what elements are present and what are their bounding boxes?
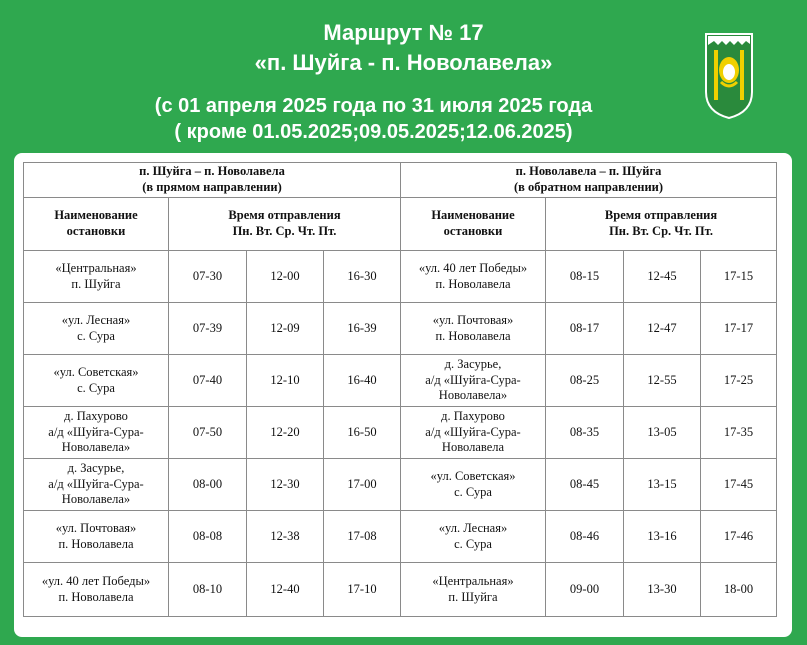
stop-b: д. Пахурово а/д «Шуйга-Сура- Новолавела bbox=[401, 407, 546, 459]
stop-a: «Центральная» п. Шуйга bbox=[24, 251, 169, 303]
forward-time-header: Время отправления Пн. Вт. Ср. Чт. Пт. bbox=[169, 198, 401, 251]
time-b3: 17-45 bbox=[701, 459, 777, 511]
time-a1: 08-10 bbox=[169, 563, 247, 617]
time-b2: 12-45 bbox=[624, 251, 701, 303]
time-a1: 08-08 bbox=[169, 511, 247, 563]
time-a2: 12-00 bbox=[247, 251, 324, 303]
stop-a: д. Пахурово а/д «Шуйга-Сура- Новолавела» bbox=[24, 407, 169, 459]
time-b3: 17-17 bbox=[701, 303, 777, 355]
time-a1: 07-30 bbox=[169, 251, 247, 303]
stop-a: «ул. Лесная» с. Сура bbox=[24, 303, 169, 355]
time-a2: 12-10 bbox=[247, 355, 324, 407]
time-a2: 12-20 bbox=[247, 407, 324, 459]
table-row bbox=[24, 407, 777, 459]
table-row bbox=[24, 355, 777, 407]
time-a3: 16-39 bbox=[324, 303, 401, 355]
table-row bbox=[24, 511, 777, 563]
table-row bbox=[24, 303, 777, 355]
time-b3: 17-25 bbox=[701, 355, 777, 407]
backward-stop-header: Наименование остановки bbox=[401, 198, 546, 251]
time-a2: 12-09 bbox=[247, 303, 324, 355]
table-row bbox=[24, 459, 777, 511]
time-a1: 07-39 bbox=[169, 303, 247, 355]
time-a1: 07-50 bbox=[169, 407, 247, 459]
stop-a: «ул. Советская» с. Сура bbox=[24, 355, 169, 407]
stop-b: «ул. Советская» с. Сура bbox=[401, 459, 546, 511]
time-a3: 16-30 bbox=[324, 251, 401, 303]
table-row bbox=[24, 251, 777, 303]
time-a3: 16-50 bbox=[324, 407, 401, 459]
time-b1: 08-46 bbox=[546, 511, 624, 563]
time-b3: 17-35 bbox=[701, 407, 777, 459]
time-a2: 12-38 bbox=[247, 511, 324, 563]
time-b2: 13-16 bbox=[624, 511, 701, 563]
time-a1: 08-00 bbox=[169, 459, 247, 511]
time-b2: 12-47 bbox=[624, 303, 701, 355]
route-number: Маршрут № 17 bbox=[323, 20, 484, 45]
time-b3: 17-15 bbox=[701, 251, 777, 303]
time-a1: 07-40 bbox=[169, 355, 247, 407]
stop-b: «ул. 40 лет Победы» п. Новолавела bbox=[401, 251, 546, 303]
time-b1: 08-35 bbox=[546, 407, 624, 459]
time-b3: 17-46 bbox=[701, 511, 777, 563]
stop-a: «ул. Почтовая» п. Новолавела bbox=[24, 511, 169, 563]
direction-header-row bbox=[24, 163, 777, 198]
stop-b: «ул. Лесная» с. Сура bbox=[401, 511, 546, 563]
stop-b: «Центральная» п. Шуйга bbox=[401, 563, 546, 617]
column-header-row bbox=[24, 198, 777, 251]
backward-direction: п. Новолавела – п. Шуйга (в обратном направлении) bbox=[401, 163, 777, 198]
time-a2: 12-30 bbox=[247, 459, 324, 511]
time-b2: 13-30 bbox=[624, 563, 701, 617]
forward-stop-header: Наименование остановки bbox=[24, 198, 169, 251]
time-b1: 08-17 bbox=[546, 303, 624, 355]
backward-time-header: Время отправления Пн. Вт. Ср. Чт. Пт. bbox=[546, 198, 777, 251]
route-period: (с 01 апреля 2025 года по 31 июля 2025 года bbox=[154, 95, 593, 117]
time-b1: 09-00 bbox=[546, 563, 624, 617]
time-a3: 17-00 bbox=[324, 459, 401, 511]
route-exceptions: ( кроме 01.05.2025;09.05.2025;12.06.2025) bbox=[174, 121, 573, 143]
time-a3: 16-40 bbox=[324, 355, 401, 407]
stop-a: «ул. 40 лет Победы» п. Новолавела bbox=[24, 563, 169, 617]
time-b2: 13-15 bbox=[624, 459, 701, 511]
time-a2: 12-40 bbox=[247, 563, 324, 617]
time-a3: 17-10 bbox=[324, 563, 401, 617]
stop-b: д. Засурье, а/д «Шуйга-Сура- Новолавела» bbox=[401, 355, 546, 407]
coat-of-arms-icon bbox=[704, 32, 754, 120]
time-b1: 08-25 bbox=[546, 355, 624, 407]
time-b1: 08-45 bbox=[546, 459, 624, 511]
time-b3: 18-00 bbox=[701, 563, 777, 617]
stop-a: д. Засурье, а/д «Шуйга-Сура- Новолавела» bbox=[24, 459, 169, 511]
time-b1: 08-15 bbox=[546, 251, 624, 303]
route-name: «п. Шуйга - п. Новолавела» bbox=[254, 50, 553, 75]
time-b2: 13-05 bbox=[624, 407, 701, 459]
time-b2: 12-55 bbox=[624, 355, 701, 407]
schedule-table bbox=[23, 162, 777, 617]
time-a3: 17-08 bbox=[324, 511, 401, 563]
stop-b: «ул. Почтовая» п. Новолавела bbox=[401, 303, 546, 355]
forward-direction: п. Шуйга – п. Новолавела (в прямом направлении) bbox=[24, 163, 401, 198]
table-row bbox=[24, 563, 777, 617]
